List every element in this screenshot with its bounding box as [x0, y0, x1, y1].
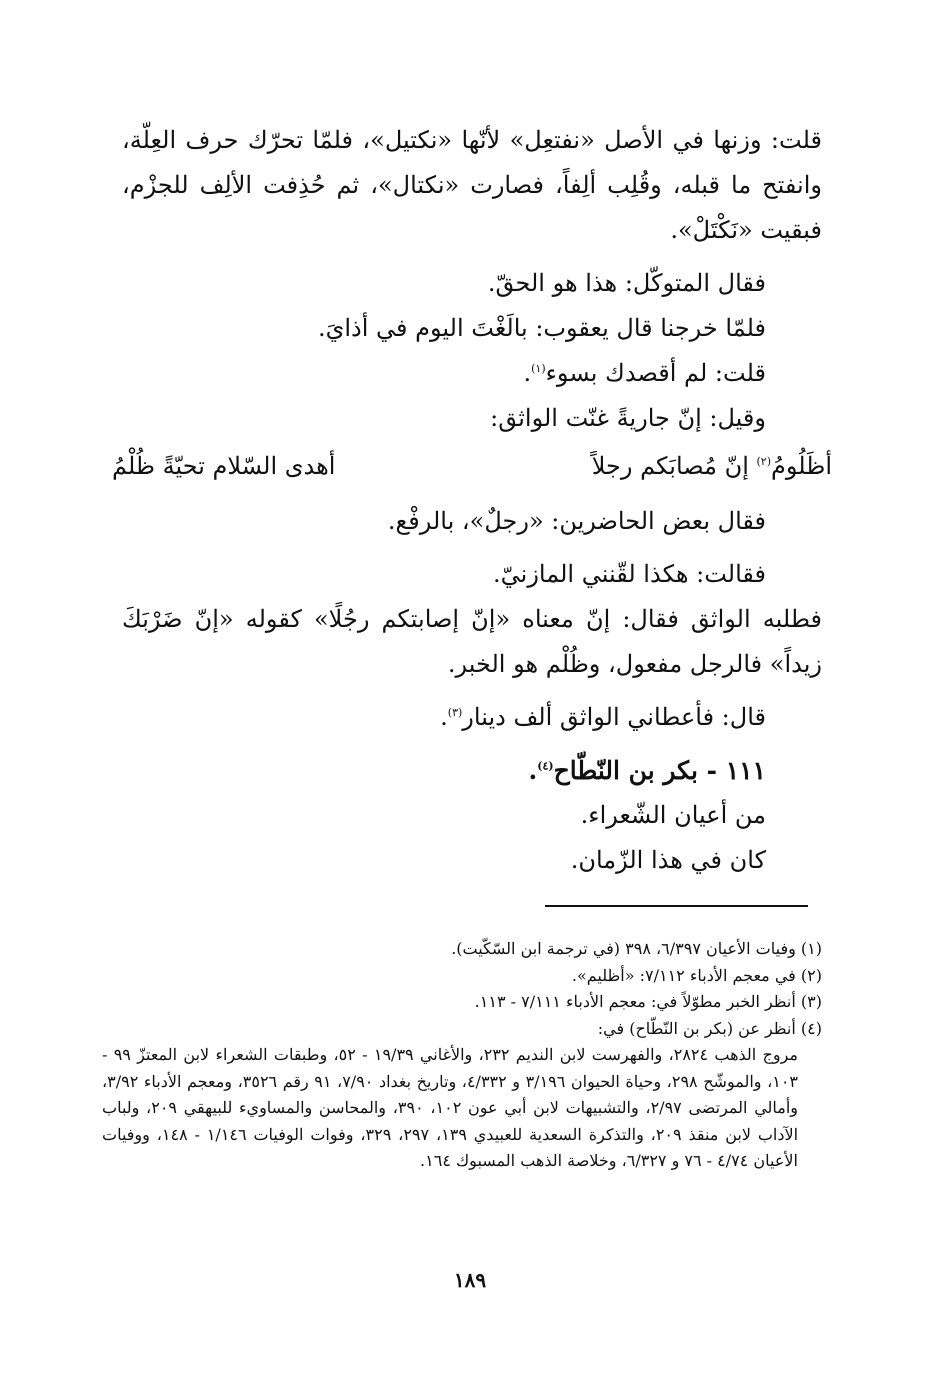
paragraph-wathiq-explanation: فطلبه الواثق فقال: إنّ معناه «إنّ إصابتكم رجُلًا» كقوله «إنّ ضَرْبَكَ زيداً» فالرجل مفعول، وظُلْم هو الخبر. [122, 605, 822, 678]
footnote-1: (١) وفيات الأعيان ٦/٣٩٧، ٣٩٨ (في ترجمة ابن السّكّيت). [451, 939, 822, 958]
text-lam-aqsidak: قلت: لم أقصدك بسوء [545, 359, 766, 387]
footnote-ref-1: (١) [531, 362, 546, 375]
paragraph-hadirin: فقال بعض الحاضرين: «رجلٌ»، بالرفْع. [387, 507, 766, 535]
paragraph-dinar [122, 695, 822, 740]
paragraph-ayan: من أعيان الشّعراء. [580, 801, 766, 829]
spacer [122, 740, 822, 748]
footnote-2: (٢) في معجم الأدباء ٧/١١٢: «أظليم». [571, 965, 822, 985]
punctuation: . [440, 703, 448, 731]
footnotes [102, 936, 822, 1175]
spacer [122, 544, 822, 552]
verse-word-azalum: أظَلُومُ [771, 452, 832, 480]
paragraph-yaqub: فلمّا خرجنا قال يعقوب: بالَغْتَ اليوم في أذايَ. [317, 314, 766, 342]
page-number: ١٨٩ [453, 1268, 487, 1292]
poem-verse [112, 441, 832, 491]
punctuation: . [528, 756, 538, 785]
paragraph-mazini: فقالت: هكذا لقّنني المازنيّ. [493, 560, 766, 588]
paragraph-mutawakkil: فقال المتوكّل: هذا هو الحقّ. [487, 269, 766, 297]
footnote-divider [545, 905, 808, 907]
paragraph-zaman: كان في هذا الزّمان. [570, 846, 766, 874]
entry-heading-text: ١١١ - بكر بن النّطّاح [553, 756, 766, 785]
footnote-4: (٤) أنظر عن (بكر بن النّطّاح) في: [597, 1018, 822, 1038]
main-text [112, 118, 832, 883]
verse-first-hemistich [592, 441, 832, 491]
spacer [122, 687, 822, 695]
footnote-ref-4: (٤) [537, 759, 554, 773]
paragraph-jariya: وقيل: إنّ جاريةً غنّت الواثق: [490, 404, 766, 432]
punctuation: . [523, 359, 532, 387]
verse-second-hemistich: أهدى السّلام تحيّةً ظُلْمُ [112, 452, 336, 480]
spacer [122, 491, 822, 499]
spacer [122, 253, 822, 261]
footnote-ref-3: (٣) [447, 706, 463, 719]
text-dinar: قال: فأعطاني الواثق ألف دينار [462, 703, 766, 731]
footnote-3: (٣) أنظر الخبر مطوّلاً في: معجم الأدباء ٧/١١١ - ١١٣. [474, 992, 822, 1011]
verse-first-rest: إنّ مُصابَكم رجلاً [591, 452, 757, 480]
entry-heading [122, 748, 822, 793]
paragraph-lam-aqsidak [122, 351, 822, 396]
paragraph-wazn: قلت: وزنها في الأصل «نفتعِل» لأنّها «نكتيل»، فلمّا تحرّك حرف العِلّة، وانفتح ما قبله، وقُلِب ألِفاً، فصارت «نكتال»، ثم حُذِفت الألِف للجزْم، فبقيت «نَكْتَلْ». [122, 126, 822, 244]
footnote-4-sources: مروج الذهب ٢٨٢٤، والفهرست لابن النديم ٢٣٢، والأغاني ١٩/٣٩ - ٥٢، وطبقات الشعراء لابن المعتزّ ٩٩ - ١٠٣، والموشّح ٢٩٨، وحياة الحيوان ٣/١٩٦ و ٤/٣٣٢، وتاريخ بغداد ٧/٩٠، ٩١ رقم ٣٥٢٦، ومعجم الأدباء ٣/٩٢، وأمالي المرتضى ٢/٩٧، والتشبيهات لابن أبي عون ١٠٢، ٣٩٠، والمحاسن والمساويء للبيهقي ٢٠٩، ولباب الآداب لابن منقذ ٢٠٩، والتذكرة السعدية للعبيدي ١٣٩، ٢٩٧، ٣٢٩، وفوات الوفيات ١/١٤٦ - ١٤٨، ووفيات الأعيان ٤/٧٤ - ٧٦ و ٦/٣٢٧، وخلاصة الذهب المسبوك ١٦٤. [102, 1045, 799, 1170]
footnote-ref-2: (٢) [756, 455, 772, 468]
